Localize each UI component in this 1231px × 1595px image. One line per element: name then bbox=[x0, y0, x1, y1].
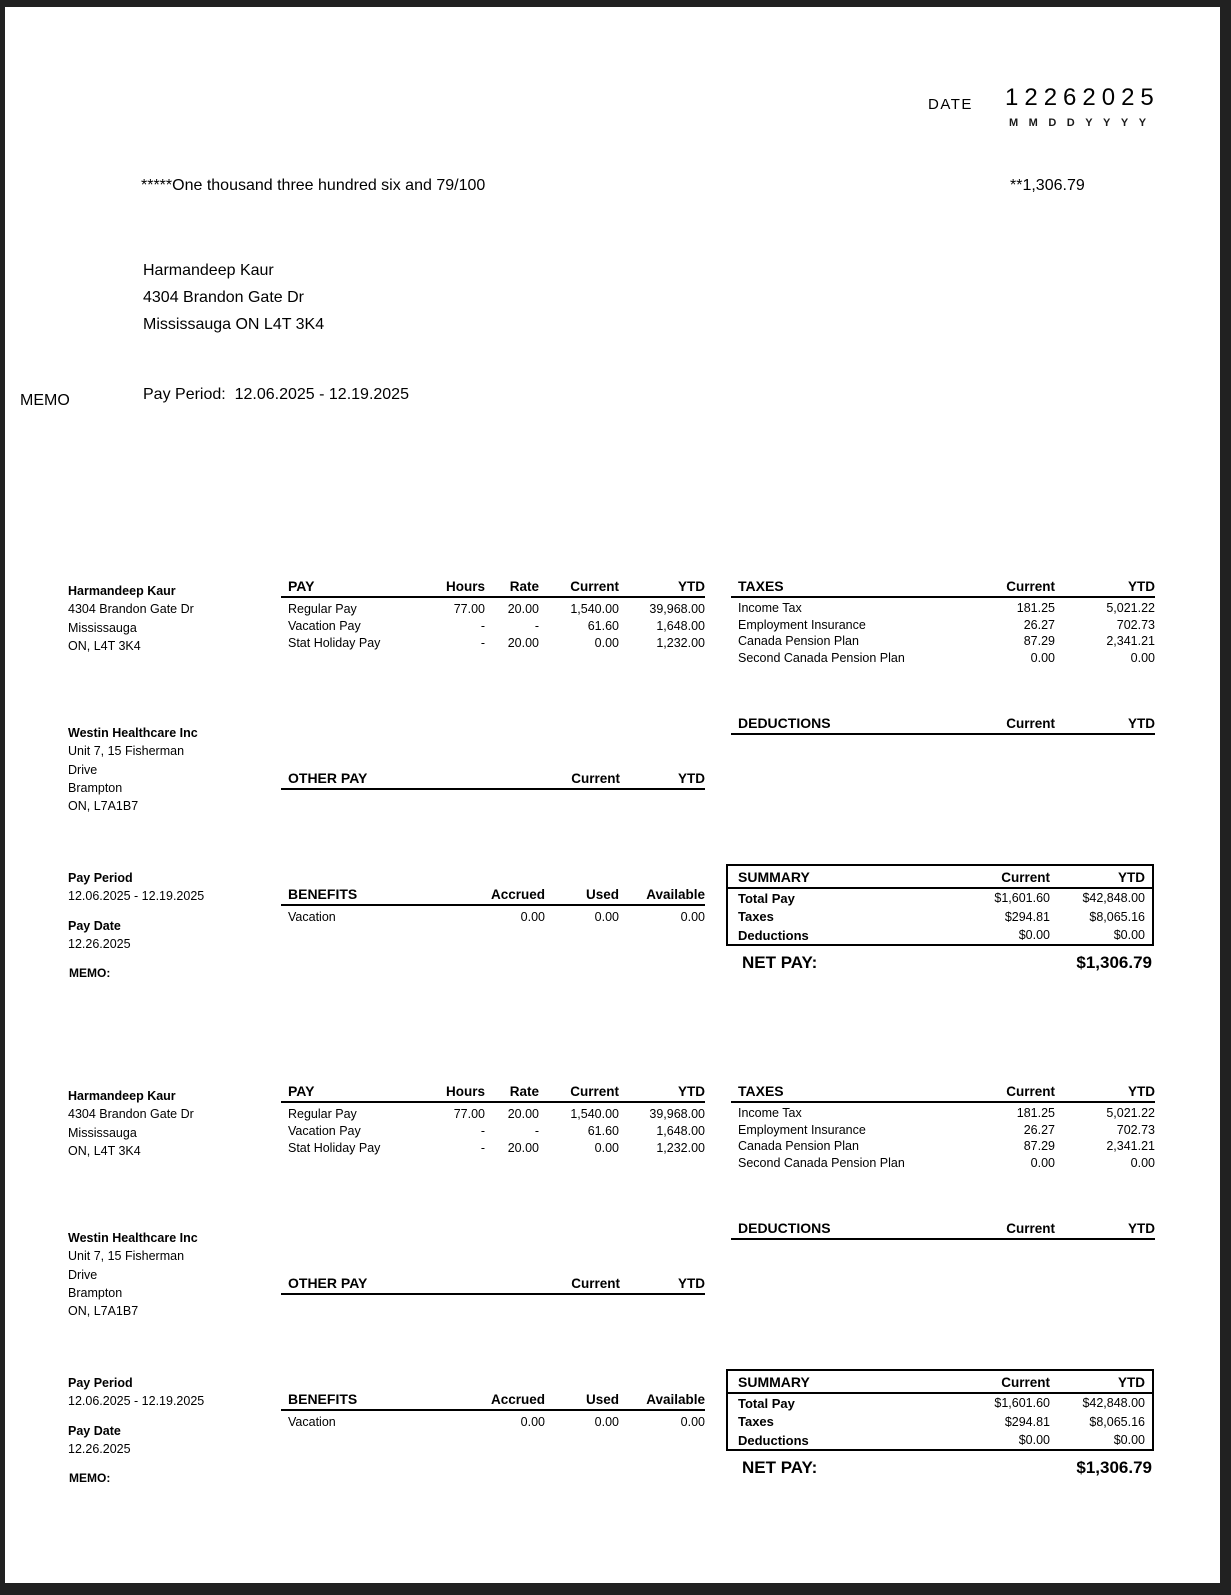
cell-current: 181.25 bbox=[1016, 601, 1055, 616]
column-header-current: Current bbox=[570, 1084, 619, 1099]
pay-date-label: Pay Date bbox=[68, 1424, 121, 1438]
column-header-current: Current bbox=[1001, 1375, 1050, 1390]
column-header-rate: Rate bbox=[509, 1084, 539, 1099]
employer-address-line: ON, L7A1B7 bbox=[68, 799, 139, 814]
stub-memo-label: MEMO: bbox=[69, 1471, 111, 1485]
cell-hours: 77.00 bbox=[453, 1106, 485, 1121]
row-label: Second Canada Pension Plan bbox=[738, 1156, 905, 1171]
pay-date-value: 12.26.2025 bbox=[68, 1442, 131, 1456]
row-label: Vacation bbox=[288, 1414, 336, 1429]
column-header-available: Available bbox=[646, 1392, 705, 1407]
summary-row-taxes bbox=[728, 1413, 1152, 1432]
row-label: Taxes bbox=[738, 909, 774, 925]
column-header-ytd: YTD bbox=[1128, 716, 1155, 731]
column-header-ytd: YTD bbox=[678, 1276, 705, 1291]
column-header-used: Used bbox=[585, 1392, 619, 1407]
cell-current: $294.81 bbox=[1004, 909, 1050, 924]
cell-ytd: 5,021.22 bbox=[1106, 1106, 1155, 1121]
row-label: Employment Insurance bbox=[738, 617, 866, 632]
column-header-current: Current bbox=[1006, 1221, 1055, 1236]
cell-ytd: $0.00 bbox=[1113, 928, 1145, 943]
row-label: Deductions bbox=[738, 927, 809, 943]
column-header-ytd: YTD bbox=[1128, 579, 1155, 594]
net-pay-value: $1,306.79 bbox=[1076, 1458, 1152, 1477]
table-row bbox=[281, 635, 705, 652]
other-pay-table-title: OTHER PAY bbox=[288, 770, 368, 786]
pay-table-title: PAY bbox=[288, 1083, 315, 1099]
cell-rate: 20.00 bbox=[507, 601, 539, 616]
cell-current: 0.00 bbox=[594, 636, 619, 651]
column-header-ytd: YTD bbox=[1118, 1375, 1145, 1390]
table-row bbox=[281, 1122, 705, 1139]
table-row bbox=[281, 1413, 705, 1430]
cell-ytd: $42,848.00 bbox=[1082, 1396, 1145, 1411]
net-pay-row bbox=[742, 953, 1152, 973]
cell-ytd: 1,232.00 bbox=[656, 636, 705, 651]
employer-name: Westin Healthcare Inc bbox=[68, 1231, 198, 1245]
cell-current: 61.60 bbox=[587, 1124, 619, 1139]
cell-current: $0.00 bbox=[1018, 928, 1050, 943]
employee-address-line: 4304 Brandon Gate Dr bbox=[68, 1107, 194, 1122]
date-format-letters: MMDDYYYY bbox=[1009, 117, 1157, 129]
cheque-pay-period-line: Pay Period: 12.06.2025 - 12.19.2025 bbox=[143, 386, 409, 403]
column-header-current: Current bbox=[571, 771, 620, 786]
payee-address-line: Mississauga ON L4T 3K4 bbox=[143, 316, 325, 333]
employee-address-line: ON, L4T 3K4 bbox=[68, 1143, 141, 1158]
column-header-ytd: YTD bbox=[1128, 1221, 1155, 1236]
row-label: Second Canada Pension Plan bbox=[738, 651, 905, 666]
row-label: Income Tax bbox=[738, 601, 802, 616]
cell-hours: - bbox=[480, 619, 485, 634]
row-label: Canada Pension Plan bbox=[738, 1139, 859, 1154]
employee-address-line: Mississauga bbox=[68, 620, 137, 635]
row-label: Stat Holiday Pay bbox=[288, 636, 381, 651]
column-header-current: Current bbox=[570, 579, 619, 594]
net-pay-value: $1,306.79 bbox=[1076, 953, 1152, 972]
other-pay-table-header bbox=[281, 768, 705, 790]
employee-address-block bbox=[68, 1087, 194, 1160]
cell-ytd: 0.00 bbox=[1130, 1156, 1155, 1171]
summary-header bbox=[728, 866, 1152, 889]
summary-title: SUMMARY bbox=[738, 869, 810, 885]
column-header-current: Current bbox=[1006, 1084, 1055, 1099]
pay-date-value: 12.26.2025 bbox=[68, 937, 131, 951]
column-header-current: Current bbox=[1006, 716, 1055, 731]
summary-box bbox=[726, 864, 1154, 946]
net-pay-label: NET PAY: bbox=[742, 953, 818, 972]
deductions-table-title: DEDUCTIONS bbox=[738, 715, 831, 731]
table-row bbox=[731, 1155, 1155, 1172]
employer-address-block bbox=[68, 724, 198, 815]
cell-current: 87.29 bbox=[1023, 1139, 1055, 1154]
cell-current: 1,540.00 bbox=[570, 601, 619, 616]
cell-ytd: 1,648.00 bbox=[656, 619, 705, 634]
row-label: Income Tax bbox=[738, 1106, 802, 1121]
cell-current: 0.00 bbox=[1030, 1156, 1055, 1171]
table-row bbox=[731, 600, 1155, 617]
row-label: Vacation Pay bbox=[288, 619, 361, 634]
summary-row-total-pay bbox=[728, 1394, 1152, 1413]
cell-current: 87.29 bbox=[1023, 634, 1055, 649]
table-row bbox=[731, 1105, 1155, 1122]
employee-name: Harmandeep Kaur bbox=[68, 1089, 176, 1103]
other-pay-table bbox=[281, 1273, 705, 1295]
cell-hours: - bbox=[480, 1124, 485, 1139]
summary-header bbox=[728, 1371, 1152, 1394]
taxes-table-title: TAXES bbox=[738, 578, 784, 594]
benefits-table-title: BENEFITS bbox=[288, 886, 358, 902]
cell-current: 0.00 bbox=[594, 1141, 619, 1156]
cell-ytd: $0.00 bbox=[1113, 1433, 1145, 1448]
cell-rate: 20.00 bbox=[507, 1141, 539, 1156]
column-header-ytd: YTD bbox=[678, 579, 705, 594]
cell-current: 26.27 bbox=[1023, 617, 1055, 632]
row-label: Total Pay bbox=[738, 890, 795, 906]
cell-current: 26.27 bbox=[1023, 1122, 1055, 1137]
table-row bbox=[731, 633, 1155, 650]
table-row bbox=[731, 650, 1155, 667]
cell-accrued: 0.00 bbox=[520, 1414, 545, 1429]
other-pay-table-title: OTHER PAY bbox=[288, 1275, 368, 1291]
employer-address-line: Brampton bbox=[68, 780, 123, 795]
cell-ytd: 702.73 bbox=[1116, 1122, 1155, 1137]
pay-table-body bbox=[281, 1105, 705, 1157]
net-pay-label: NET PAY: bbox=[742, 1458, 818, 1477]
column-header-available: Available bbox=[646, 887, 705, 902]
summary-row-deductions bbox=[728, 926, 1152, 945]
taxes-table-title: TAXES bbox=[738, 1083, 784, 1099]
cell-ytd: 702.73 bbox=[1116, 617, 1155, 632]
deductions-table bbox=[731, 713, 1155, 735]
deductions-table-header bbox=[731, 713, 1155, 735]
employee-address-line: 4304 Brandon Gate Dr bbox=[68, 602, 194, 617]
table-row bbox=[731, 617, 1155, 634]
pay-table bbox=[281, 1081, 705, 1157]
column-header-hours: Hours bbox=[445, 579, 485, 594]
benefits-table bbox=[281, 1389, 705, 1430]
employee-address-block bbox=[68, 582, 194, 655]
column-header-current: Current bbox=[1006, 579, 1055, 594]
table-row bbox=[281, 1140, 705, 1157]
summary-title: SUMMARY bbox=[738, 1374, 810, 1390]
column-header-ytd: YTD bbox=[678, 771, 705, 786]
taxes-table-body bbox=[731, 1105, 1155, 1171]
table-row bbox=[731, 1138, 1155, 1155]
summary-row-taxes bbox=[728, 908, 1152, 927]
column-header-rate: Rate bbox=[509, 579, 539, 594]
row-label: Taxes bbox=[738, 1414, 774, 1430]
table-row bbox=[281, 617, 705, 634]
column-header-ytd: YTD bbox=[678, 1084, 705, 1099]
cell-current: 61.60 bbox=[587, 619, 619, 634]
cell-ytd: $42,848.00 bbox=[1082, 891, 1145, 906]
table-row bbox=[281, 908, 705, 925]
pay-period-label: Pay Period bbox=[68, 1376, 133, 1390]
summary-row-total-pay bbox=[728, 889, 1152, 908]
cell-used: 0.00 bbox=[594, 1414, 619, 1429]
row-label: Vacation Pay bbox=[288, 1124, 361, 1139]
employer-address-line: Drive bbox=[68, 1267, 98, 1282]
taxes-table-header bbox=[731, 576, 1155, 598]
payee-name: Harmandeep Kaur bbox=[143, 262, 274, 279]
column-header-used: Used bbox=[585, 887, 619, 902]
cell-rate: 20.00 bbox=[507, 1106, 539, 1121]
benefits-table-body bbox=[281, 1413, 705, 1430]
cell-current: 181.25 bbox=[1016, 1106, 1055, 1121]
cell-ytd: 5,021.22 bbox=[1106, 601, 1155, 616]
pay-stub bbox=[5, 1075, 1220, 1515]
cell-ytd: 1,648.00 bbox=[656, 1124, 705, 1139]
row-label: Deductions bbox=[738, 1432, 809, 1448]
cell-rate: - bbox=[534, 619, 539, 634]
row-label: Regular Pay bbox=[288, 601, 357, 616]
cell-current: 1,540.00 bbox=[570, 1106, 619, 1121]
date-value: 12262025 bbox=[1005, 84, 1160, 111]
table-row bbox=[731, 1122, 1155, 1139]
deductions-table-header bbox=[731, 1218, 1155, 1240]
taxes-table bbox=[731, 576, 1155, 666]
cell-current: $1,601.60 bbox=[994, 891, 1050, 906]
cell-hours: - bbox=[480, 1141, 485, 1156]
cell-ytd: 2,341.21 bbox=[1106, 1139, 1155, 1154]
employer-address-line: Unit 7, 15 Fisherman bbox=[68, 744, 185, 759]
cell-current: $1,601.60 bbox=[994, 1396, 1050, 1411]
cell-ytd: 39,968.00 bbox=[649, 1106, 705, 1121]
amount-in-words: *****One thousand three hundred six and 79/100 bbox=[141, 177, 486, 194]
employer-address-block bbox=[68, 1229, 198, 1320]
pay-table-header bbox=[281, 1081, 705, 1103]
payee-address-line: 4304 Brandon Gate Dr bbox=[143, 289, 304, 306]
cell-ytd: 2,341.21 bbox=[1106, 634, 1155, 649]
cell-ytd: 39,968.00 bbox=[649, 601, 705, 616]
cell-accrued: 0.00 bbox=[520, 909, 545, 924]
cell-ytd: $8,065.16 bbox=[1089, 909, 1145, 924]
row-label: Regular Pay bbox=[288, 1106, 357, 1121]
employer-address-line: Unit 7, 15 Fisherman bbox=[68, 1249, 185, 1264]
cheque-memo-label: MEMO bbox=[20, 392, 70, 409]
pay-table-header bbox=[281, 576, 705, 598]
table-row bbox=[281, 1105, 705, 1122]
benefits-table bbox=[281, 884, 705, 925]
row-label: Canada Pension Plan bbox=[738, 634, 859, 649]
benefits-table-body bbox=[281, 908, 705, 925]
column-header-ytd: YTD bbox=[1118, 870, 1145, 885]
pay-date-label: Pay Date bbox=[68, 919, 121, 933]
column-header-current: Current bbox=[571, 1276, 620, 1291]
pay-period-label: Pay Period bbox=[68, 871, 133, 885]
cell-rate: 20.00 bbox=[507, 636, 539, 651]
taxes-table-body bbox=[731, 600, 1155, 666]
benefits-table-header bbox=[281, 884, 705, 906]
pay-period-value: 12.06.2025 - 12.19.2025 bbox=[68, 889, 205, 903]
employee-address-line: ON, L4T 3K4 bbox=[68, 638, 141, 653]
cell-current: $294.81 bbox=[1004, 1414, 1050, 1429]
other-pay-table bbox=[281, 768, 705, 790]
column-header-ytd: YTD bbox=[1128, 1084, 1155, 1099]
cell-rate: - bbox=[534, 1124, 539, 1139]
deductions-table bbox=[731, 1218, 1155, 1240]
stub-memo-label: MEMO: bbox=[69, 966, 111, 980]
employer-address-line: Brampton bbox=[68, 1285, 123, 1300]
cell-current: 0.00 bbox=[1030, 651, 1055, 666]
pay-table-title: PAY bbox=[288, 578, 315, 594]
employer-name: Westin Healthcare Inc bbox=[68, 726, 198, 740]
benefits-table-header bbox=[281, 1389, 705, 1411]
table-row bbox=[281, 600, 705, 617]
benefits-table-title: BENEFITS bbox=[288, 1391, 358, 1407]
other-pay-table-header bbox=[281, 1273, 705, 1295]
cell-available: 0.00 bbox=[680, 909, 705, 924]
pay-period-value: 12.06.2025 - 12.19.2025 bbox=[68, 1394, 205, 1408]
date-label: DATE bbox=[928, 96, 973, 113]
summary-box bbox=[726, 1369, 1154, 1451]
row-label: Employment Insurance bbox=[738, 1122, 866, 1137]
cell-current: $0.00 bbox=[1018, 1433, 1050, 1448]
column-header-accrued: Accrued bbox=[490, 887, 545, 902]
pay-stub bbox=[5, 570, 1220, 1010]
taxes-table bbox=[731, 1081, 1155, 1171]
employer-address-line: Drive bbox=[68, 762, 98, 777]
cheque-document-page bbox=[5, 7, 1220, 1583]
column-header-hours: Hours bbox=[445, 1084, 485, 1099]
deductions-table-title: DEDUCTIONS bbox=[738, 1220, 831, 1236]
row-label: Stat Holiday Pay bbox=[288, 1141, 381, 1156]
row-label: Vacation bbox=[288, 909, 336, 924]
summary-row-deductions bbox=[728, 1431, 1152, 1450]
amount-numeric: **1,306.79 bbox=[1010, 177, 1085, 194]
cell-ytd: 1,232.00 bbox=[656, 1141, 705, 1156]
employee-name: Harmandeep Kaur bbox=[68, 584, 176, 598]
cell-hours: - bbox=[480, 636, 485, 651]
employer-address-line: ON, L7A1B7 bbox=[68, 1304, 139, 1319]
cell-hours: 77.00 bbox=[453, 601, 485, 616]
column-header-accrued: Accrued bbox=[490, 1392, 545, 1407]
row-label: Total Pay bbox=[738, 1395, 795, 1411]
payee-address-block bbox=[143, 257, 324, 338]
pay-table bbox=[281, 576, 705, 652]
cell-used: 0.00 bbox=[594, 909, 619, 924]
cell-ytd: 0.00 bbox=[1130, 651, 1155, 666]
pay-table-body bbox=[281, 600, 705, 652]
cell-ytd: $8,065.16 bbox=[1089, 1414, 1145, 1429]
column-header-current: Current bbox=[1001, 870, 1050, 885]
net-pay-row bbox=[742, 1458, 1152, 1478]
taxes-table-header bbox=[731, 1081, 1155, 1103]
cell-available: 0.00 bbox=[680, 1414, 705, 1429]
employee-address-line: Mississauga bbox=[68, 1125, 137, 1140]
